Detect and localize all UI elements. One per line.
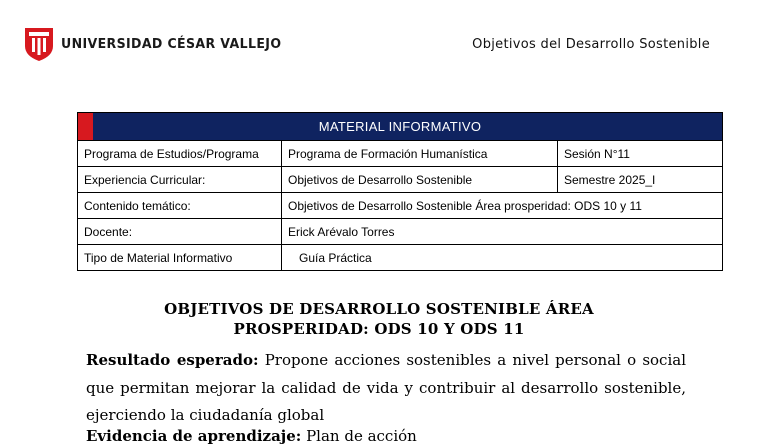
table-cell-label: Tipo de Material Informativo [78, 245, 282, 271]
table-cell-label: Programa de Estudios/Programa [78, 141, 282, 167]
info-table-title-row [78, 113, 723, 141]
document-title-line1: OBJETIVOS DE DESARROLLO SOSTENIBLE ÁREA [164, 300, 594, 318]
ucv-shield-logo-icon [24, 26, 54, 62]
red-accent-tab [78, 113, 93, 140]
evidence-paragraph [86, 427, 417, 445]
table-cell-extra: Sesión N°11 [558, 141, 723, 167]
brand-name: UNIVERSIDAD CÉSAR VALLEJO [61, 36, 282, 52]
table-row [78, 219, 723, 245]
table-cell-value: Programa de Formación Humanística [282, 141, 558, 167]
evidence-text: Plan de acción [301, 427, 417, 445]
document-title [77, 299, 681, 339]
table-row [78, 245, 723, 271]
table-cell-value: Guía Práctica [282, 245, 723, 271]
document-title-line2: PROSPERIDAD: ODS 10 Y ODS 11 [233, 320, 525, 338]
table-row [78, 193, 723, 219]
info-table-title: MATERIAL INFORMATIVO [318, 119, 482, 134]
evidence-label: Evidencia de aprendizaje: [86, 427, 302, 445]
table-cell-value: Objetivos de Desarrollo Sostenible [282, 167, 558, 193]
table-row [78, 141, 723, 167]
table-cell-value: Erick Arévalo Torres [282, 219, 723, 245]
info-table-title-cell [78, 113, 723, 141]
expected-result-text: Propone acciones sostenibles a nivel personal o social que permitan mejorar la calidad de vida y contribuir al desarrollo sostenible, ejerciendo la ciudadanía global [86, 351, 686, 424]
table-cell-label: Experiencia Curricular: [78, 167, 282, 193]
table-cell-label: Docente: [78, 219, 282, 245]
expected-result-paragraph [86, 347, 686, 430]
header-subtitle: Objetivos del Desarrollo Sostenible [472, 37, 710, 52]
table-cell-value: Objetivos de Desarrollo Sostenible Área prosperidad: ODS 10 y 11 [282, 193, 723, 219]
expected-result-label: Resultado esperado: [86, 351, 259, 369]
info-table [77, 112, 723, 271]
table-cell-extra: Semestre 2025_I [558, 167, 723, 193]
university-logo [24, 26, 298, 62]
table-row [78, 167, 723, 193]
table-cell-label: Contenido temático: [78, 193, 282, 219]
